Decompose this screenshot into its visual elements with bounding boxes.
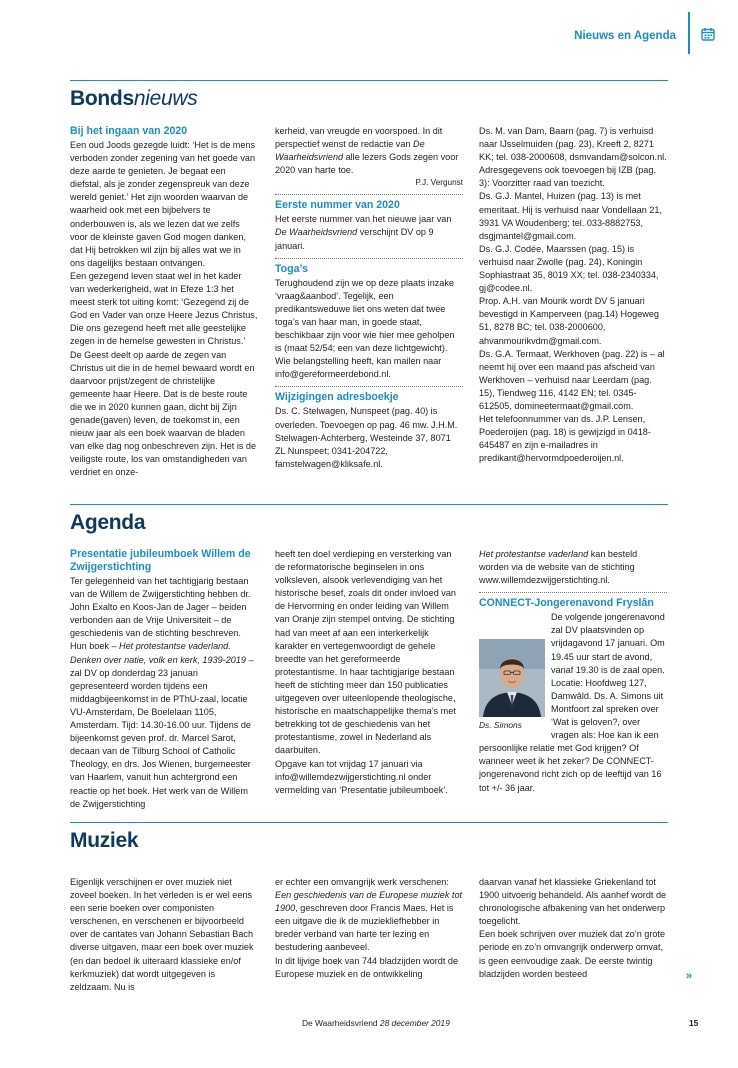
dotted-divider xyxy=(275,258,463,259)
muziek-paragraph: In dit lijvige boek van 744 bladzijden wordt de Europese muziek en de ontwikkeling xyxy=(275,955,459,979)
connect-heading: CONNECT-Jongerenavond Fryslân xyxy=(479,597,654,610)
ingaan-paragraph-continued: kerheid, van vreugde en voorspoed. In dit perspectief wenst de redactie van De Waarheidsvriend alle lezers Gods zegen voor 2020 van harte toe. xyxy=(275,126,459,176)
connect-paragraph: De volgende jongerenavond zal DV plaatsvinden op vrijdagavond 17 januari. Om 19.45 uur start de avond, vanaf 19.30 is de zaal open. Locatie: Hoofdweg 127, Damwâld. Ds. A. Simons uit Montfoort zal spreken over ‘Wat is geloven?, over vragen als: Hoe kan ik een persoonlijke relatie met God krijgen? Of wanneer weet ik het zeker? De CONNECT-jongerenavond richt zich op de leeftijd van 16 tot +/- 36 jaar. xyxy=(479,612,665,793)
bondsnieuws-col-1 xyxy=(70,125,258,479)
muziek-col-1 xyxy=(70,876,258,994)
presentatie-paragraph: Het protestantse vaderland kan besteld worden via de website van de stichting www.willemdezwijgerstichting.nl. xyxy=(479,549,638,586)
muziek-col-2 xyxy=(275,876,463,981)
bondsnieuws-col-2 xyxy=(275,125,463,471)
photo-caption: Ds. Simons xyxy=(479,720,522,731)
togas-heading: Toga’s xyxy=(275,262,308,275)
page-number: 15 xyxy=(689,1018,699,1028)
calendar-icon xyxy=(701,27,715,41)
agenda-title: Agenda xyxy=(70,511,146,534)
muziek-paragraph: daarvan vanaf het klassieke Griekenland tot 1900 uitvoerig behandeld. Als aanhef wordt de chronologische afbakening van het onderwerp toegelicht. xyxy=(479,877,667,927)
section-rule xyxy=(70,822,668,823)
section-rule xyxy=(70,80,668,81)
adres-paragraph: Ds. C. Stelwagen, Nunspeet (pag. 40) is overleden. Toevoegen op pag. 46 mw. J.H.M. Stelwagen-Achterberg, Westeinde 37, 8071 ZL Nunspeet; 0341-204722, famstelwagen@kliksafe.nl. xyxy=(275,406,458,469)
bondsnieuws-col-3 xyxy=(479,125,667,465)
adres-entry: Ds. G.J. Mantel, Huizen (pag. 13) is met emeritaat. Hij is verhuisd naar Vondellaan 21, 3931 VA Woudenberg; tel. 033-8882753, dsgjmantel@gmail.com. xyxy=(479,191,662,241)
presentatie-paragraph: heeft ten doel verdieping en versterking van de reformatorische beginselen in ons volksleven, alsook verlevendiging van het historische besef, zoals dit onder invloed van de Hervorming en onder leiding van Willem van Oranje zijn stempel ontving. De stichting had van meet af aan een interkerkelijk karakter en vertegenwoordigt de gehele breedte van het gereformeerde protestantisme. In haar tachtigjarige bestaan heeft de stichting meer dan 150 publicaties uitgegeven over uiteenlopende theologische, historische en maatschappelijke thema’s met betrekking tot de geschiedenis van het protestantisme, zowel in Nederland als daarbuiten. xyxy=(275,549,456,756)
muziek-paragraph: Eigenlijk verschijnen er over muziek niet zoveel boeken. In het verleden is er wel eens een serie boeken over componisten verschenen, en verschenen er bijvoorbeeld over de cantates van Johann Sebastian Bach diverse uitgaven, maar een boek over muziek (en dan bedoel ik uiteraard klassieke en/of kerkmuziek) dat wordt uitgegeven is zeldzaam. Nu is xyxy=(70,877,254,992)
dotted-divider xyxy=(275,194,463,195)
ingaan-paragraph: Een oud Joods gezegde luidt: ‘Het is de mens verboden zonder zegening van het goede van deze aarde te genieten. Je begaat een diefstal, als je zonder zegenspreuk van deze wereld geniet.’ Het zijn woorden waarvan de waarheid ook met een bijbelvers te onderbouwen is, als we lezen dat we zelfs voor de kleinste gaven God mogen danken, dat Hij betrokken wil zijn bij alles wat we in ons dagelijks bestaan ontvangen. xyxy=(70,140,256,268)
portrait-photo xyxy=(479,639,545,717)
footer-publication: De Waarheidsvriend 28 december 2019 xyxy=(302,1018,450,1028)
eerste-paragraph: Het eerste nummer van het nieuwe jaar van De Waarheidsvriend verschijnt DV op 9 januari. xyxy=(275,214,452,251)
adres-entry: Prop. A.H. van Mourik wordt DV 5 januari bevestigd in Kamperveen (pag.14) Hogeweg 51, 8278 BC; tel. 038-2000600, ahvanmourikvdm@gmail.com. xyxy=(479,296,659,346)
signature: P.J. Vergunst xyxy=(415,178,463,188)
adres-entry: Ds. M. van Dam, Baarn (pag. 7) is verhuisd naar IJsselmuiden (pag. 23), Kreeft 2, 8271 KK; tel. 038-2000608, dsmvandam@solcon.nl. Adresgegevens ook toevoegen bij IZB (pag. 3): Voorzitter raad van toezicht. xyxy=(479,126,667,189)
agenda-col-3 xyxy=(479,548,667,795)
presentatie-paragraph: Opgave kan tot vrijdag 17 januari via info@willemdezwijgerstichting.nl onder vermelding van ‘Presentatie jubileumboek’. xyxy=(275,758,448,795)
muziek-paragraph: Een boek schrijven over muziek dat zo’n grote periode en zo’n omvangrijk onderwerp omvat, is geen eenvoudige zaak. De eerste twintig bladzijden worden besteed xyxy=(479,929,666,979)
adres-heading: Wijzigingen adresboekje xyxy=(275,391,399,404)
footer-date: 28 december 2019 xyxy=(379,1018,450,1028)
togas-paragraph: Terughoudend zijn we op deze plaats inzake ‘vraag&aanbod’. Tegelijk, een predikantsweduwe liet ons weten dat twee toga’s van haar man, in goede staat, beschikbaar zijn voor wie hier mee geholpen is (maat 52/54; een van deze lichtgewicht). Wie belangstelling heeft, kan mailen naar info@gereformeerdebond.nl. xyxy=(275,277,455,380)
bondsnieuws-title: Bondsnieuws xyxy=(70,87,198,110)
muziek-title: Muziek xyxy=(70,829,139,852)
adres-entry: Het telefoonnummer van ds. J.P. Lensen, Poederoijen (pag. 18) is gewijzigd in 0418-645487 en zijn e-mailadres in predikant@hervormdpoederoijen.nl. xyxy=(479,414,651,464)
section-rule xyxy=(70,504,668,505)
photo-block xyxy=(479,639,545,731)
agenda-col-2 xyxy=(275,548,463,797)
header-divider xyxy=(688,12,690,54)
dotted-divider xyxy=(275,386,463,387)
muziek-col-3 xyxy=(479,876,667,981)
dotted-divider xyxy=(479,592,667,593)
ingaan-heading: Bij het ingaan van 2020 xyxy=(70,125,188,137)
section-label: Nieuws en Agenda xyxy=(574,30,676,42)
presentatie-heading: Presentatie jubileumboek Willem de Zwijgerstichting xyxy=(70,548,251,573)
continue-arrow-icon: » xyxy=(686,970,693,982)
adres-entry: Ds. G.A. Termaat, Werkhoven (pag. 22) is – al neemt hij over een maand pas afscheid van Werkhoven – verhuisd naar Leerdam (pag. 15), Tiendweg 116, 4142 EN; tel. 0345-612505, domineetermaat@gmail.com. xyxy=(479,348,665,411)
eerste-heading: Eerste nummer van 2020 xyxy=(275,199,400,212)
ingaan-paragraph: Een gezegend leven staat wel in het kader van wederkerigheid, wat in Efeze 1:3 het meest sterk tot uiting komt: ‘Gezegend zij de God en Vader van onze Heere Jezus Christus, Die ons gezegend heeft met alle geestelijke zegen in de hemelse gewesten in Christus.’ De Geest deelt op aarde de zegen van Christus uit die in de hemel bewaard wordt en daarvoor prijst/zegent de christelijke gemeente haar Heere. Dat is de beste route die we in 2020 kunnen gaan, dicht bij Zijn genade(gaven) leven, de toekomst in, een nieuw jaar als een boek waarvan de bladen van elke dag nog onbeschreven zijn. Het is de veiligste route, los van omstandigheden van verdriet en onze- xyxy=(70,270,258,478)
page-header xyxy=(0,0,738,60)
muziek-paragraph: er echter een omvangrijk werk verschenen: Een geschiedenis van de Europese muziek tot 1900, geschreven door Francis Maes. Het is een uitgave die ik de muziekliefhebber in breder verband van harte ter lezing en bestudering aanbeveel. xyxy=(275,877,463,953)
presentatie-paragraph: Ter gelegenheid van het tachtigjarig bestaan van de Willem de Zwijgerstichting hebben dr. John Exalto en Koos-Jan de Jager – beiden verbonden aan de Vrije Universiteit – de geschiedenis van de stichting beschreven. Hun boek – Het protestantse vaderland. Denken over natie, volk en kerk, 1939-2019 – zal DV op donderdag 23 januari gepresenteerd worden tijdens een middagbijeenkomst in de PThU-zaal, locatie VU-Amsterdam, De Boelelaan 1105, Amsterdam. Tijd: 14.30-16.00 uur. Tijdens de bijeenkomst geven prof. dr. Marcel Sarot, decaan van de Tilburg School of Catholic Theology, en drs. Jos Wienen, burgemeester van Haarlem, vanuit hun achtergrond een reactie op het boek. Het werk van de Willem de Zwijgerstichting xyxy=(70,576,254,809)
adres-entry: Ds. G.J. Codée, Maarssen (pag. 15) is verhuisd naar Zwolle (pag. 24), Koningin Sophiastraat 35, 8019 XX; tel. 038-2340334, gj@codee.nl. xyxy=(479,243,659,294)
agenda-col-1 xyxy=(70,548,258,811)
